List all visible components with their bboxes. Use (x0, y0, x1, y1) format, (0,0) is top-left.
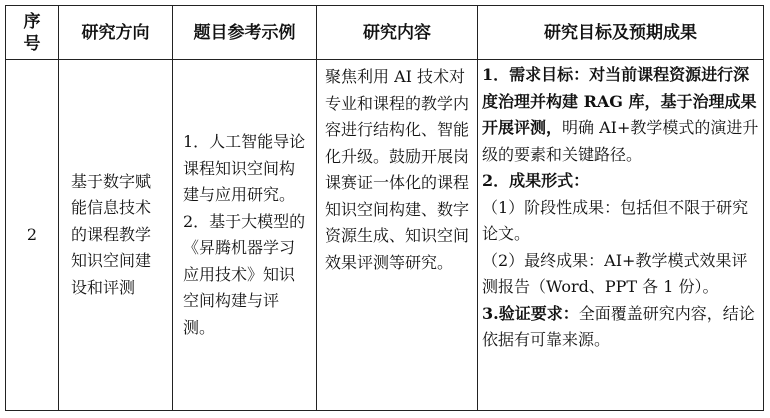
table-row (6, 60, 764, 411)
header-goal: 研究目标及预期成果 (478, 6, 764, 60)
topic-example-2: 2．基于大模型的《昇腾机器学习应用技术》知识空间构建与评测。 (183, 211, 306, 337)
demand-bold-text: 对当前课程资源进行深度治理并构建 RAG 库，基于治理成果开展评测， (482, 65, 757, 137)
research-direction: 基于数字赋能信息技术的课程教学知识空间建设和评测 (59, 60, 173, 411)
research-topic-table (5, 5, 764, 411)
row-number: 2 (6, 60, 59, 411)
header-example: 题目参考示例 (173, 6, 317, 60)
form-label: 2．成果形式： (482, 171, 590, 190)
header-direction: 研究方向 (59, 6, 173, 60)
header-content: 研究内容 (317, 6, 478, 60)
form-item-1: （1）阶段性成果：包括但不限于研究论文。 (482, 197, 749, 243)
table-header-row (6, 6, 764, 60)
research-content: 聚焦利用 AI 技术对专业和课程的教学内容进行结构化、智能化升级。鼓励开展岗课赛证一体化的课程知识空间构建、数字资源生成、知识空间效果评测等研究。 (317, 60, 478, 411)
topic-example-1: 1．人工智能导论课程知识空间构建与应用研究。 (183, 132, 306, 204)
goals-and-outcomes (478, 60, 764, 411)
verify-label: 3.验证要求： (482, 303, 579, 323)
demand-goal (482, 62, 759, 168)
demand-label: 1．需求目标： (482, 65, 590, 84)
demand-rest-text: 明确 AI+教学模式的演进升级的要素和关键路径。 (482, 118, 759, 164)
form-item-2: （2）最终成果：AI+教学模式效果评测报告（Word、PPT 各 1 份）。 (482, 250, 748, 296)
header-no: 序号 (6, 6, 59, 60)
verify-text: 全面覆盖研究内容，结论依据有可靠来源。 (482, 303, 755, 349)
verify-requirement (482, 301, 759, 354)
topic-examples (173, 60, 317, 411)
